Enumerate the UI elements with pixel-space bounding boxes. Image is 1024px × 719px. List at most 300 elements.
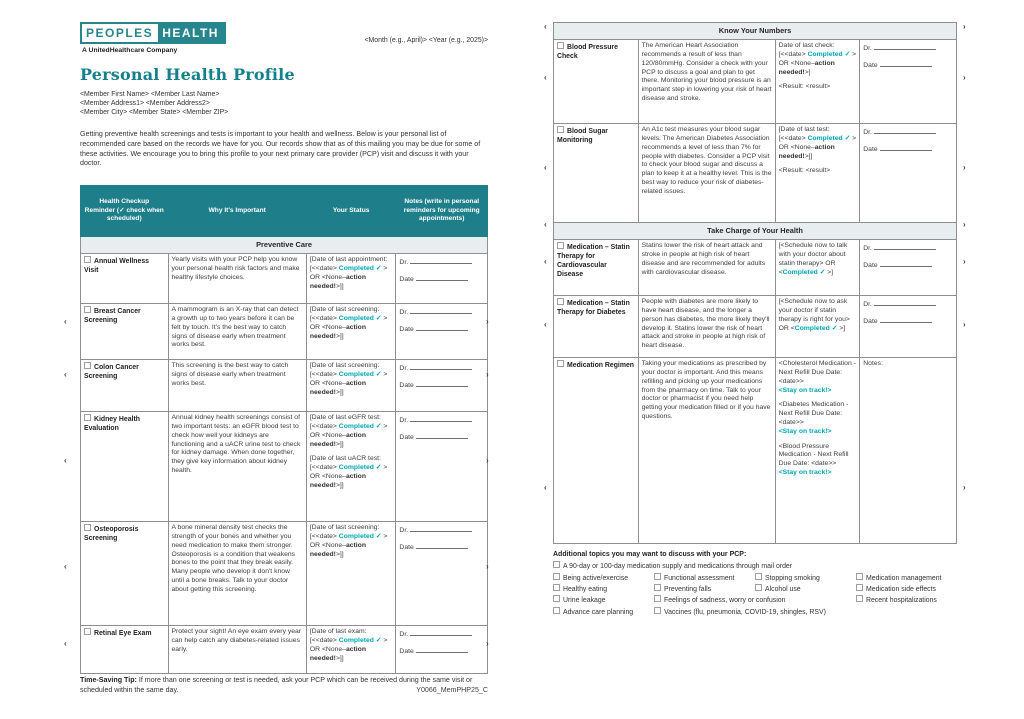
- status-segment: action needed!: [778, 143, 835, 160]
- why-important-cell: [168, 303, 306, 359]
- checkbox-icon: [84, 256, 91, 263]
- dr-line-row: [399, 524, 484, 536]
- checkup-row-blood-sugar-monitoring: [554, 123, 957, 223]
- column-header: Health Checkup Reminder (✓ check when scheduled): [81, 186, 169, 237]
- checkbox-icon: [755, 584, 762, 591]
- topic-full-line: [553, 561, 957, 572]
- checkbox-icon: [755, 573, 762, 580]
- dr-line-row: [399, 414, 484, 426]
- table-header-row: [81, 186, 488, 237]
- left-page: [80, 22, 488, 714]
- why-important-text: A bone mineral density test checks the strength of your bones and whether you need medication to make them stronger. Osteoporosis is a condition that weakens bones to the point that they break easily. Many people who develop it don't know until a bone breaks. Talk to your doctor about getting this screening.: [171, 524, 296, 593]
- time-saving-tip: [80, 676, 488, 695]
- topic-label: Preventing falls: [664, 586, 712, 594]
- take-charge-table: [553, 222, 957, 544]
- dr-write-in-line: [410, 524, 472, 532]
- status-segment: [Date of last eGFR test: [<<date>: [309, 414, 381, 431]
- status-segment: [Date of last screening: [<<date>: [309, 524, 380, 541]
- dr-write-in-line: [874, 42, 936, 50]
- notes-cell: [396, 359, 488, 411]
- status-segment: Completed ✓: [794, 324, 838, 332]
- status-segment: Completed ✓: [338, 265, 382, 273]
- status-text: [779, 360, 857, 395]
- topic-checkbox-item-stopping-smoking: [755, 573, 856, 584]
- checkup-name-cell: [81, 303, 169, 359]
- date-write-in-line: [416, 273, 468, 281]
- checkup-name-cell: [81, 625, 169, 673]
- know-your-numbers-table: [553, 22, 957, 224]
- topic-checkbox-item-preventing-falls: [654, 584, 755, 595]
- checkup-name: Breast Cancer Screening: [84, 308, 141, 325]
- status-text: [779, 42, 857, 77]
- status-text: [310, 455, 393, 490]
- chevron-left-icon: ‹: [544, 483, 547, 492]
- checkup-row-kidney-health-evaluation: [81, 411, 488, 521]
- topic-checkbox-item-medication-management: [856, 573, 957, 584]
- chevron-left-icon: ‹: [64, 317, 67, 326]
- checkup-name-cell: [81, 411, 169, 521]
- checkbox-icon: [856, 573, 863, 580]
- status-segment: action needed!: [309, 273, 366, 290]
- status-segment: > OR <None–: [309, 637, 388, 653]
- status-segment: Completed ✓: [338, 315, 382, 323]
- status-segment: [Date of last screening: [<<date>: [309, 362, 380, 379]
- topic-label: A 90-day or 100-day medication supply and medications through mail order: [563, 563, 793, 571]
- logo-word-health: HEALTH: [158, 24, 224, 42]
- dr-write-in-line: [410, 414, 472, 422]
- notes-cell: [860, 295, 957, 357]
- status-text: [779, 83, 857, 92]
- checkbox-icon: [557, 242, 564, 249]
- topic-checkbox-item-advance-care-planning: [553, 607, 654, 618]
- date-line-row: [399, 273, 484, 285]
- why-important-cell: [168, 359, 306, 411]
- status-segment: >]: [825, 268, 834, 276]
- section-header-label: Take Charge of Your Health: [554, 223, 957, 240]
- date-write-in-line: [416, 379, 468, 387]
- logo-box: [80, 22, 226, 44]
- why-important-text: The American Heart Association recommends a result of less than 120/80mmHg. Consider a check with your PCP to discuss a goal and plan to get there. Monitoring your blood pressure is an important step in lowering your risk of heart disease and stroke.: [641, 42, 772, 103]
- status-segment: Date of last check: [<<date>: [778, 42, 835, 59]
- member-address-block: [80, 90, 228, 118]
- topic-label: Urine leakage: [563, 597, 606, 605]
- why-important-text: Yearly visits with your PCP help you know your personal health risk factors and make healthy lifestyle choices.: [171, 256, 300, 281]
- topic-label: Healthy eating: [563, 586, 608, 594]
- date-label: Date: [399, 326, 414, 334]
- why-important-cell: [168, 625, 306, 673]
- checkup-name: Retinal Eye Exam: [94, 630, 152, 638]
- notes-cell: [396, 521, 488, 625]
- status-segment: Completed ✓: [338, 423, 382, 431]
- tip-text: If more than one screening or test is needed, ask your PCP which can be received during the same visit or scheduled within the same day.: [80, 676, 473, 694]
- status-segment: action needed!: [309, 379, 366, 396]
- dr-line-row: [863, 42, 953, 54]
- status-segment: <Cholesterol Medication - Next Refill Due Date: <date>>: [778, 360, 856, 385]
- topic-label: Recent hospitalizations: [866, 597, 937, 605]
- table-body: [554, 23, 957, 224]
- topic-label: Advance care planning: [563, 608, 634, 616]
- status-cell: [775, 295, 860, 357]
- chevron-left-icon: ‹: [64, 639, 67, 648]
- status-segment: action needed!: [309, 541, 366, 558]
- status-segment: Completed ✓: [782, 268, 826, 276]
- topic-label: Being active/exercise: [563, 574, 629, 582]
- status-text: [310, 362, 393, 397]
- why-important-cell: [638, 357, 775, 543]
- notes-cell: [396, 303, 488, 359]
- topic-checkbox-item-alcohol-use: [755, 584, 856, 595]
- status-segment: action needed!: [309, 431, 366, 448]
- status-segment: > OR <None–: [309, 423, 388, 439]
- chevron-right-icon: ›: [486, 639, 489, 648]
- checkup-name: Blood Sugar Monitoring: [557, 128, 608, 145]
- date-label: Date: [399, 276, 414, 284]
- date-line-row: [399, 431, 484, 443]
- dr-line-row: [863, 126, 953, 138]
- status-segment: Completed ✓: [338, 533, 382, 541]
- checkup-row-retinal-eye-exam: [81, 625, 488, 673]
- checkup-name: Blood Pressure Check: [557, 44, 618, 61]
- notes-cell: [860, 123, 957, 223]
- dr-write-in-line: [874, 298, 936, 306]
- status-cell: [775, 123, 860, 223]
- date-label: Date: [399, 434, 414, 442]
- topics-grid: [553, 573, 957, 619]
- why-important-text: Taking your medications as prescribed by your doctor is important. And this means refilling and picking up your medications from the pharmacy on time. Talk to your doctor or pharmacist if you need help getting your medication filled or if you have questions.: [641, 360, 771, 421]
- chevron-left-icon: ‹: [544, 257, 547, 266]
- checkup-name: Medication – Statin Therapy for Cardiovascular Disease: [557, 244, 630, 278]
- date-write-in-line: [880, 315, 932, 323]
- topic-checkbox-item-vaccines-flu-pneumonia-covid-19-shingles: [654, 607, 957, 618]
- status-segment: <Stay on track!>: [778, 386, 832, 394]
- checkup-name: Annual Wellness Visit: [84, 258, 150, 275]
- status-segment: [Date of last screening: [<<date>: [309, 306, 380, 323]
- intro-paragraph: Getting preventive health screenings and tests is important to your health and wellness. Below is your personal list of recommended care based on the records we have for you. Our records show that as of this mailing you may be due for some of these activities. We encourage you to bring this profile to your next primary care provider (PCP) visit and discuss it with your doctor.: [80, 130, 481, 168]
- why-important-cell: [168, 521, 306, 625]
- dr-label: Dr.: [399, 527, 409, 535]
- chevron-right-icon: ›: [486, 562, 489, 571]
- status-segment: >]]: [335, 481, 344, 489]
- checkbox-icon: [654, 595, 661, 602]
- dr-write-in-line: [874, 242, 936, 250]
- topic-label: Medication side effects: [866, 586, 936, 594]
- date-write-in-line: [416, 541, 468, 549]
- checkup-name-cell: [554, 123, 639, 223]
- date-label: Date: [399, 648, 414, 656]
- status-text: [779, 242, 857, 277]
- chevron-left-icon: ‹: [544, 22, 547, 31]
- checkup-row-blood-pressure-check: [554, 39, 957, 123]
- status-segment: action needed!: [309, 473, 366, 489]
- form-code: Y0066_MemPHP25_C: [416, 685, 488, 694]
- checkup-row-breast-cancer-screening: [81, 303, 488, 359]
- status-text: [310, 256, 393, 291]
- checkup-name-cell: [81, 253, 169, 303]
- date-label: Date: [863, 318, 878, 326]
- status-segment: [Date of last exam: [<<date>: [309, 628, 367, 645]
- logo-word-peoples: PEOPLES: [82, 24, 158, 42]
- status-segment: > OR <None–: [309, 533, 388, 549]
- topic-checkbox-item-healthy-eating: [553, 584, 654, 595]
- checkup-row-medication-statin-therapy-for-diabetes: [554, 295, 957, 357]
- why-important-text: An A1c test measures your blood sugar levels. The American Diabetes Association recommends a level of less than 7% for people with diabetes. Consider a PCP visit to check your blood sugar and discuss a plan to keep it at a healthy level. This is the best way to reduce your risk of diabetes-related issues.: [641, 126, 772, 195]
- status-cell: [775, 239, 860, 295]
- status-segment: <Result: <result>: [778, 83, 831, 91]
- status-segment: <Result: <result>: [778, 167, 831, 175]
- section-header-row-know-your-numbers: [554, 23, 957, 40]
- dr-line-row: [863, 298, 953, 310]
- chevron-right-icon: ›: [486, 370, 489, 379]
- status-segment: >]]: [335, 388, 344, 396]
- checkbox-icon: [553, 573, 560, 580]
- checkbox-icon: [84, 628, 91, 635]
- checkup-name: Colon Cancer Screening: [84, 364, 139, 381]
- dr-line-row: [863, 242, 953, 254]
- status-segment: >]]: [335, 654, 344, 662]
- checkbox-icon: [84, 524, 91, 531]
- checkbox-icon: [553, 561, 560, 568]
- chevron-right-icon: ›: [963, 320, 966, 329]
- date-line-row: [399, 645, 484, 657]
- chevron-left-icon: ‹: [544, 163, 547, 172]
- topic-checkbox-item-recent-hospitalizations: [856, 595, 957, 606]
- topic-checkbox-item-urine-leakage: [553, 595, 654, 606]
- additional-topics-heading: Additional topics you may want to discuss with your PCP:: [553, 551, 747, 558]
- notes-cell: [396, 253, 488, 303]
- why-important-text: Protect your sight! An eye exam every year can help catch any diabetes-related issues early.: [171, 628, 302, 653]
- dr-line-row: [399, 362, 484, 374]
- section-header-row-preventive-care: [81, 237, 488, 254]
- checkbox-icon: [856, 595, 863, 602]
- section-header-label: Preventive Care: [81, 237, 488, 254]
- dr-write-in-line: [410, 256, 472, 264]
- chevron-left-icon: ‹: [544, 220, 547, 229]
- checkbox-icon: [553, 595, 560, 602]
- topic-checkbox-item-feelings-of-sadness-worry-or-confusion: [654, 595, 856, 606]
- dr-label: Dr.: [863, 45, 872, 53]
- member-address-line: <Member Address1> <Member Address2>: [80, 100, 210, 108]
- why-important-text: Statins lower the risk of heart attack and stroke in people at high risk of heart disease and are recommended for adults with cardiovascular disease.: [641, 242, 766, 276]
- checkup-name-cell: [554, 295, 639, 357]
- status-text: [779, 126, 857, 161]
- date-line-row: [399, 379, 484, 391]
- chevron-left-icon: ‹: [64, 562, 67, 571]
- status-text: [779, 443, 857, 478]
- checkup-name: Medication Regimen: [567, 362, 635, 370]
- status-segment: [Date of last test: [<<date>: [778, 126, 830, 143]
- status-segment: Completed ✓: [807, 51, 851, 59]
- checkup-name: Kidney Health Evaluation: [84, 416, 140, 433]
- checkbox-icon: [84, 414, 91, 421]
- dr-label: Dr.: [399, 365, 409, 373]
- notes-cell: [860, 39, 957, 123]
- notes-cell: [860, 357, 957, 543]
- chevron-right-icon: ›: [963, 257, 966, 266]
- status-segment: >]]: [335, 282, 344, 290]
- column-header: Your Status: [306, 186, 396, 237]
- date-write-in-line: [880, 143, 932, 151]
- dr-line-row: [399, 306, 484, 318]
- notes-label: Notes:: [863, 360, 883, 368]
- topic-checkbox-item-being-active-exercise: [553, 573, 654, 584]
- date-write-in-line: [880, 259, 932, 267]
- status-segment: action needed!: [309, 323, 366, 340]
- dr-label: Dr.: [399, 417, 409, 425]
- checkup-name-cell: [554, 239, 639, 295]
- status-segment: [Date of last appointment: [<<date>: [309, 256, 388, 273]
- status-segment: action needed!: [309, 645, 366, 662]
- preventive-care-table: [80, 185, 488, 674]
- notes-cell: [860, 239, 957, 295]
- dr-label: Dr.: [863, 301, 872, 309]
- status-segment: >]]: [335, 332, 344, 340]
- status-segment: > OR <None–: [778, 51, 857, 67]
- date-label: Date: [863, 262, 878, 270]
- why-important-text: This screening is the best way to catch signs of disease early when treatment works best.: [171, 362, 289, 387]
- status-text: [310, 524, 393, 559]
- status-text: [779, 401, 857, 436]
- topic-label: Vaccines (flu, pneumonia, COVID-19, shingles, RSV): [664, 608, 826, 616]
- status-text: [779, 167, 857, 176]
- date-line-row: [863, 315, 953, 327]
- status-cell: [775, 39, 860, 123]
- status-text: [310, 628, 393, 663]
- checkbox-icon: [553, 584, 560, 591]
- status-cell: [775, 357, 860, 543]
- date-write-in-line: [416, 431, 468, 439]
- date-write-in-line: [416, 645, 468, 653]
- table-body: [554, 223, 957, 544]
- logo-tagline: A UnitedHealthcare Company: [82, 47, 178, 54]
- dr-write-in-line: [410, 362, 472, 370]
- topic-label: Alcohol use: [765, 586, 801, 594]
- why-important-text: Annual kidney health screenings consist of two important tests: an eGFR blood test to check how well your kidneys are functioning and a uACR urine test to check for kidney damage. When done together, they give key information about kidney health.: [171, 414, 301, 475]
- section-header-row-take-charge-of-your-health: [554, 223, 957, 240]
- date-line-row: [863, 59, 953, 71]
- status-segment: Completed ✓: [338, 637, 382, 645]
- checkup-row-medication-statin-therapy-for-cardiovasc: [554, 239, 957, 295]
- status-cell: [306, 521, 396, 625]
- chevron-right-icon: ›: [486, 456, 489, 465]
- date-line-row: [863, 143, 953, 155]
- topic-checkbox-item-functional-assessment: [654, 573, 755, 584]
- status-segment: Completed ✓: [338, 371, 382, 379]
- status-cell: [306, 303, 396, 359]
- status-segment: > OR <None–: [309, 371, 388, 387]
- column-header: Why It's Important: [168, 186, 306, 237]
- status-segment: <Stay on track!>: [778, 469, 832, 477]
- checkup-row-medication-regimen: [554, 357, 957, 543]
- status-segment: <Stay on track!>: [778, 427, 832, 435]
- peoples-health-logo: [80, 22, 226, 54]
- checkbox-icon: [557, 126, 564, 133]
- topic-label: Functional assessment: [664, 574, 735, 582]
- checkup-name: Medication – Statin Therapy for Diabetes: [557, 300, 630, 317]
- dr-label: Dr.: [863, 245, 872, 253]
- status-segment: > OR <None–: [309, 265, 388, 281]
- checkup-name-cell: [81, 521, 169, 625]
- additional-topics: [553, 550, 957, 618]
- status-cell: [306, 253, 396, 303]
- checkup-name: Osteoporosis Screening: [84, 526, 139, 543]
- checkup-name-cell: [554, 357, 639, 543]
- notes-cell: [396, 411, 488, 521]
- dr-write-in-line: [410, 628, 472, 636]
- why-important-cell: [168, 253, 306, 303]
- why-important-cell: [638, 295, 775, 357]
- status-segment: >]: [837, 324, 846, 332]
- column-header-row: [81, 186, 488, 237]
- checkbox-icon: [654, 573, 661, 580]
- status-cell: [306, 411, 396, 521]
- dr-write-in-line: [874, 126, 936, 134]
- status-segment: <Diabetes Medication - Next Refill Due Date: <date>>: [778, 401, 849, 427]
- status-cell: [306, 359, 396, 411]
- status-segment: > OR <None–: [309, 315, 388, 331]
- date-line-row: [399, 323, 484, 335]
- status-segment: >]]: [804, 152, 813, 160]
- notes-cell: [396, 625, 488, 673]
- dr-line-row: [399, 256, 484, 268]
- chevron-right-icon: ›: [963, 220, 966, 229]
- checkbox-icon: [856, 584, 863, 591]
- date-line-row: [399, 541, 484, 553]
- topic-checkbox-item-medication-side-effects: [856, 584, 957, 595]
- status-segment: action needed!: [778, 59, 835, 76]
- chevron-right-icon: ›: [486, 317, 489, 326]
- why-important-cell: [638, 123, 775, 223]
- chevron-right-icon: ›: [963, 22, 966, 31]
- status-text: [310, 306, 393, 341]
- chevron-left-icon: ‹: [544, 320, 547, 329]
- chevron-right-icon: ›: [963, 163, 966, 172]
- checkbox-icon: [557, 360, 564, 367]
- topic-label: Stopping smoking: [765, 574, 820, 582]
- right-page: [553, 22, 957, 714]
- checkup-row-annual-wellness-visit: [81, 253, 488, 303]
- dr-write-in-line: [410, 306, 472, 314]
- checkbox-icon: [84, 362, 91, 369]
- status-segment: >]]: [335, 440, 344, 448]
- why-important-cell: [638, 239, 775, 295]
- why-important-cell: [168, 411, 306, 521]
- checkup-name-cell: [81, 359, 169, 411]
- checkbox-icon: [84, 306, 91, 313]
- status-cell: [306, 625, 396, 673]
- checkbox-icon: [654, 584, 661, 591]
- status-segment: [<Schedule now to ask your doctor if statin therapy is right for you> OR <: [778, 298, 850, 332]
- status-segment: >]: [804, 68, 811, 76]
- status-segment: >]]: [335, 550, 344, 558]
- checkbox-icon: [557, 298, 564, 305]
- date-line-row: [863, 259, 953, 271]
- chevron-left-icon: ‹: [544, 73, 547, 82]
- checkbox-icon: [557, 42, 564, 49]
- why-important-text: People with diabetes are more likely to have heart disease, and the longer a person has diabetes, the more likely they'll develop it. Statins lower the risk of heart attack and stroke in people at high risk of heart disease.: [641, 298, 770, 350]
- status-segment: > OR <None–: [778, 135, 857, 151]
- checkbox-icon: [553, 607, 560, 614]
- dr-label: Dr.: [399, 309, 409, 317]
- date-label: Date: [863, 146, 878, 154]
- checkbox-icon: [654, 607, 661, 614]
- why-important-text: A mammogram is an X-ray that can detect a growth up to two years before it can be felt by touch. It's the best way to catch signs of disease early when treatment works best.: [171, 306, 299, 349]
- checkup-row-osteoporosis-screening: [81, 521, 488, 625]
- member-city-line: <Member City> <Member State> <Member ZIP>: [80, 109, 229, 117]
- dr-label: Dr.: [399, 259, 409, 267]
- page-title: Personal Health Profile: [80, 65, 295, 84]
- tip-label: Time-Saving Tip:: [80, 676, 137, 684]
- status-segment: <Blood Pressure Medication - Next Refill Due Date: <date>>: [778, 442, 849, 468]
